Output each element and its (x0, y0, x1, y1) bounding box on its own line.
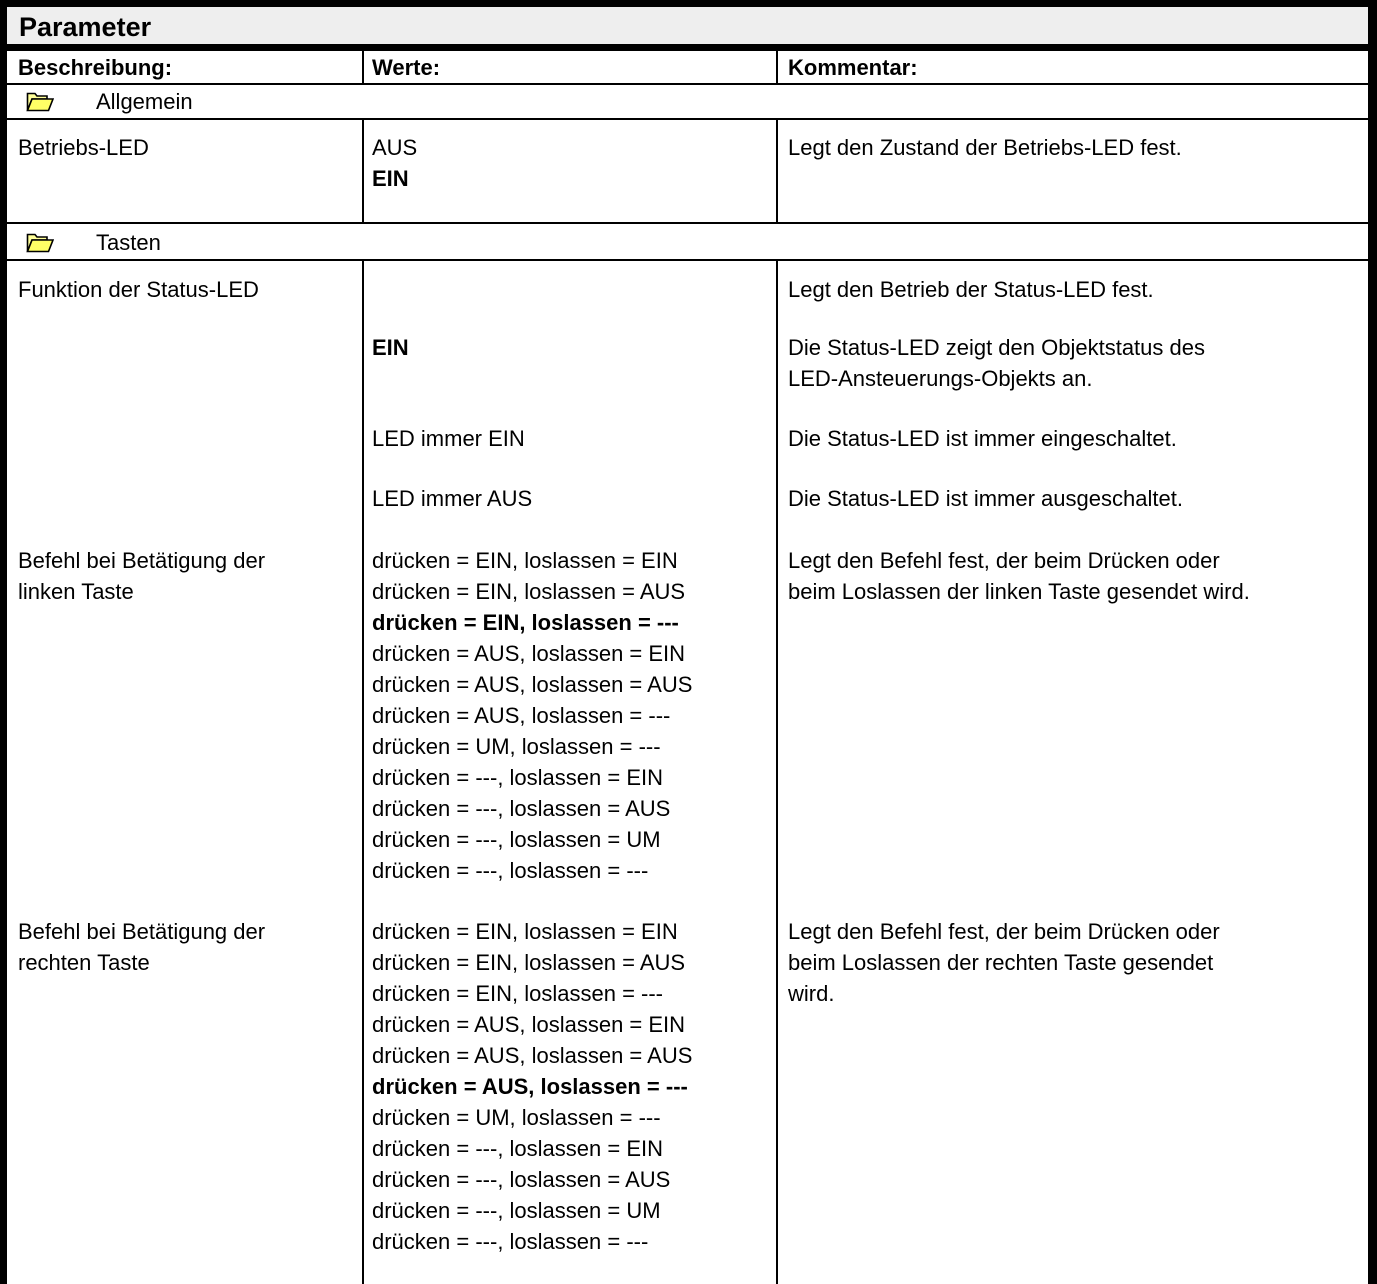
param-value: drücken = ---, loslassen = UM (372, 827, 661, 852)
param-description: Befehl bei Betätigung der (18, 548, 266, 573)
col-divider-1-header (362, 51, 364, 85)
param-value: drücken = ---, loslassen = EIN (372, 1136, 664, 1161)
col-divider-1-tasten (362, 259, 364, 1284)
col-divider-1-allgemein (362, 118, 364, 224)
param-value: drücken = AUS, loslassen = EIN (372, 1012, 686, 1037)
param-value: drücken = EIN, loslassen = EIN (372, 548, 678, 573)
header-werte: Werte: (372, 55, 441, 80)
param-comment: Legt den Betrieb der Status-LED fest. (788, 277, 1154, 302)
header-divider (7, 83, 1368, 85)
section-label-allgemein: Allgemein (96, 89, 193, 114)
table-border-left (0, 0, 7, 1284)
param-value: AUS (372, 135, 418, 160)
table-border-top (0, 0, 1377, 7)
col-divider-2-tasten (776, 259, 778, 1284)
param-value: drücken = ---, loslassen = EIN (372, 765, 664, 790)
param-value: drücken = EIN, loslassen = EIN (372, 919, 678, 944)
param-comment: Legt den Befehl fest, der beim Drücken oder (788, 548, 1220, 573)
col-divider-2-allgemein (776, 118, 778, 224)
col-divider-2-header (776, 51, 778, 85)
param-description: Betriebs-LED (18, 135, 149, 160)
param-value: drücken = AUS, loslassen = AUS (372, 1043, 693, 1068)
param-value-default: EIN (372, 335, 409, 360)
param-comment: Die Status-LED ist immer eingeschaltet. (788, 426, 1177, 451)
param-value: drücken = ---, loslassen = AUS (372, 796, 671, 821)
param-value: drücken = ---, loslassen = UM (372, 1198, 661, 1223)
section-divider-allgemein (7, 118, 1368, 120)
header-kommentar: Kommentar: (788, 55, 918, 80)
param-value: LED immer AUS (372, 486, 533, 511)
param-value: drücken = EIN, loslassen = AUS (372, 579, 686, 604)
page-title: Parameter (19, 12, 152, 42)
param-value: drücken = AUS, loslassen = EIN (372, 641, 686, 666)
param-comment: Legt den Zustand der Betriebs-LED fest. (788, 135, 1182, 160)
row-divider-betriebs-led (7, 222, 1368, 224)
param-description: Funktion der Status-LED (18, 277, 259, 302)
param-value: drücken = AUS, loslassen = --- (372, 703, 671, 728)
title-divider (7, 44, 1368, 51)
param-value: LED immer EIN (372, 426, 525, 451)
section-divider-tasten (7, 259, 1368, 261)
param-description: linken Taste (18, 579, 134, 604)
param-value: drücken = UM, loslassen = --- (372, 1105, 661, 1130)
header-beschreibung: Beschreibung: (18, 55, 173, 80)
table-border-right (1368, 0, 1377, 1284)
title-bar (7, 7, 1368, 44)
param-value: drücken = ---, loslassen = --- (372, 858, 649, 883)
param-comment: Die Status-LED zeigt den Objektstatus des (788, 335, 1205, 360)
param-value: drücken = AUS, loslassen = AUS (372, 672, 693, 697)
param-description: rechten Taste (18, 950, 150, 975)
folder-icon (26, 90, 54, 112)
param-comment: Die Status-LED ist immer ausgeschaltet. (788, 486, 1183, 511)
param-value: drücken = EIN, loslassen = --- (372, 981, 664, 1006)
param-comment: beim Loslassen der rechten Taste gesendet (788, 950, 1214, 975)
param-value-default: EIN (372, 166, 409, 191)
param-comment: wird. (788, 981, 835, 1006)
param-comment: LED-Ansteuerungs-Objekts an. (788, 366, 1093, 391)
folder-icon (26, 231, 54, 253)
param-value: drücken = ---, loslassen = AUS (372, 1167, 671, 1192)
param-value: drücken = EIN, loslassen = AUS (372, 950, 686, 975)
param-value: drücken = UM, loslassen = --- (372, 734, 661, 759)
param-comment: Legt den Befehl fest, der beim Drücken oder (788, 919, 1220, 944)
param-value: drücken = ---, loslassen = --- (372, 1229, 649, 1254)
param-comment: beim Loslassen der linken Taste gesendet wird. (788, 579, 1250, 604)
param-description: Befehl bei Betätigung der (18, 919, 266, 944)
section-label-tasten: Tasten (96, 230, 161, 255)
param-value-default: drücken = AUS, loslassen = --- (372, 1074, 688, 1099)
param-value-default: drücken = EIN, loslassen = --- (372, 610, 679, 635)
